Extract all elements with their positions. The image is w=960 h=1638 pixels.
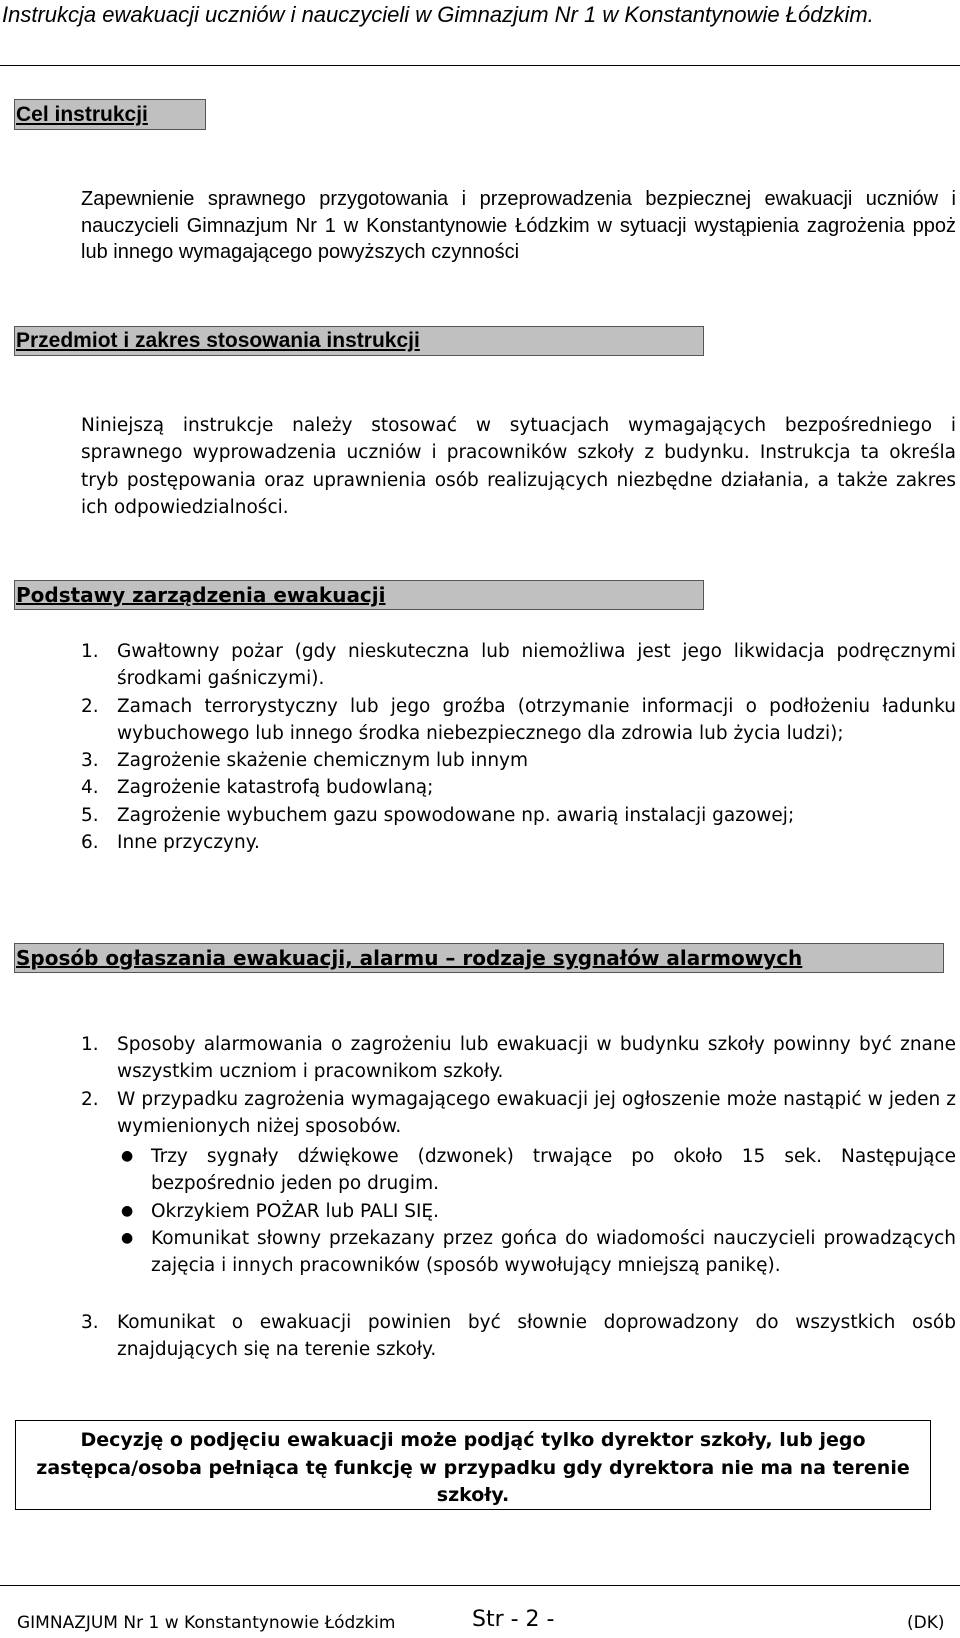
bullet-item-text: Trzy sygnały dźwiękowe (dzwonek) trwające po około 15 sek. Następujące bezpośrednio jeden po drugim. <box>151 1146 956 1195</box>
sposob-list <box>81 1031 956 1140</box>
list-item <box>81 1031 956 1086</box>
list-item-text: Zagrożenie katastrofą budowlaną; <box>117 777 434 799</box>
paragraph-cel: Zapewnienie sprawnego przygotowania i przeprowadzenia bezpiecznej ewakuacji uczniów i nauczycieli Gimnazjum Nr 1 w Konstantynowie Łódzkim w sytuacji wystąpienia zagrożenia ppoż lub innego wymagającego powyższych czynności <box>81 188 956 264</box>
sposob-list-continued <box>81 1309 956 1364</box>
section-heading-sposob: Sposób ogłaszania ewakuacji, alarmu – rodzaje sygnałów alarmowych <box>14 943 944 973</box>
document-header <box>0 0 960 66</box>
list-number: 1. <box>81 641 99 662</box>
bullet-icon: ● <box>121 1202 134 1219</box>
list-item <box>81 693 956 748</box>
section-heading-podstawy: Podstawy zarządzenia ewakuacji <box>14 580 704 610</box>
list-number: 3. <box>81 1312 99 1333</box>
bullet-item <box>121 1225 956 1280</box>
bullet-icon: ● <box>121 1148 134 1164</box>
document-footer <box>0 1585 960 1638</box>
list-item <box>81 774 956 801</box>
footer-author-initials: (DK) <box>907 1613 945 1633</box>
podstawy-list <box>81 638 956 856</box>
bullet-item-text: Komunikat słowny przekazany przez gońca do wiadomości nauczycieli prowadzących zajęcia i innych pracowników (sposób wywołujący mniejszą panikę). <box>151 1227 956 1277</box>
list-item-text: Zagrożenie wybuchem gazu spowodowane np. awarią instalacji gazowej; <box>117 804 795 826</box>
decision-notice-box <box>15 1420 931 1510</box>
list-item-text: Inne przyczyny. <box>117 832 260 854</box>
bullet-icon: ● <box>121 1229 134 1246</box>
list-item <box>81 1309 956 1364</box>
header-title: Instrukcja ewakuacji uczniów i nauczycieli w Gimnazjum Nr 1 w Konstantynowie Łódzkim. <box>2 2 874 27</box>
list-item <box>81 829 956 856</box>
list-item <box>81 638 956 693</box>
list-number: 2. <box>81 695 99 717</box>
list-item-text: Gwałtowny pożar (gdy nieskuteczna lub niemożliwa jest jego likwidacja podręcznymi środkami gaśniczymi). <box>117 641 956 690</box>
bullet-item-text: Okrzykiem POŻAR lub PALI SIĘ. <box>151 1200 439 1222</box>
footer-school-name: GIMNAZJUM Nr 1 w Konstantynowie Łódzkim <box>17 1613 396 1633</box>
bullet-item <box>121 1198 956 1225</box>
list-number: 4. <box>81 777 99 799</box>
list-item-text: Komunikat o ewakuacji powinien być słownie doprowadzony do wszystkich osób znajdujących się na terenie szkoły. <box>117 1312 956 1361</box>
list-item-text: Sposoby alarmowania o zagrożeniu lub ewakuacji w budynku szkoły powinny być znane wszystkim uczniom i pracownikom szkoły. <box>117 1034 956 1083</box>
list-number: 5. <box>81 804 99 826</box>
list-item <box>81 747 956 774</box>
list-item <box>81 802 956 829</box>
list-item <box>81 1086 956 1141</box>
list-item-text: W przypadku zagrożenia wymagającego ewakuacji jej ogłoszenie może nastąpić w jeden z wymienionych niżej sposobów. <box>117 1088 956 1137</box>
list-number: 3. <box>81 750 99 772</box>
list-item-text: Zamach terrorystyczny lub jego groźba (otrzymanie informacji o podłożeniu ładunku wybuchowego lub innego środka niebezpiecznego dla zdrowia lub życia ludzi); <box>117 695 956 744</box>
bullet-item <box>121 1143 956 1198</box>
decision-notice-text: Decyzję o podjęciu ewakuacji może podjąć tylko dyrektor szkoły, lub jego zastępca/osoba pełniąca tę funkcję w przypadku gdy dyrektora nie ma na terenie szkoły. <box>36 1429 910 1506</box>
section-heading-przedmiot: Przedmiot i zakres stosowania instrukcji <box>14 326 704 356</box>
sposob-bullet-list <box>121 1143 956 1279</box>
list-number: 1. <box>81 1034 99 1055</box>
list-number: 2. <box>81 1088 99 1110</box>
list-item-text: Zagrożenie skażenie chemicznym lub innym <box>117 750 529 772</box>
footer-page-number: Str - 2 - <box>472 1607 555 1632</box>
list-number: 6. <box>81 832 99 854</box>
section-heading-cel: Cel instrukcji <box>14 99 206 130</box>
paragraph-przedmiot: Niniejszą instrukcje należy stosować w sytuacjach wymagających bezpośredniego i sprawnego wyprowadzenia uczniów i pracowników szkoły z budynku. Instrukcja ta określa tryb postępowania oraz uprawnienia osób realizujących niezbędne działania, a także zakres ich odpowiedzialności. <box>81 415 956 518</box>
